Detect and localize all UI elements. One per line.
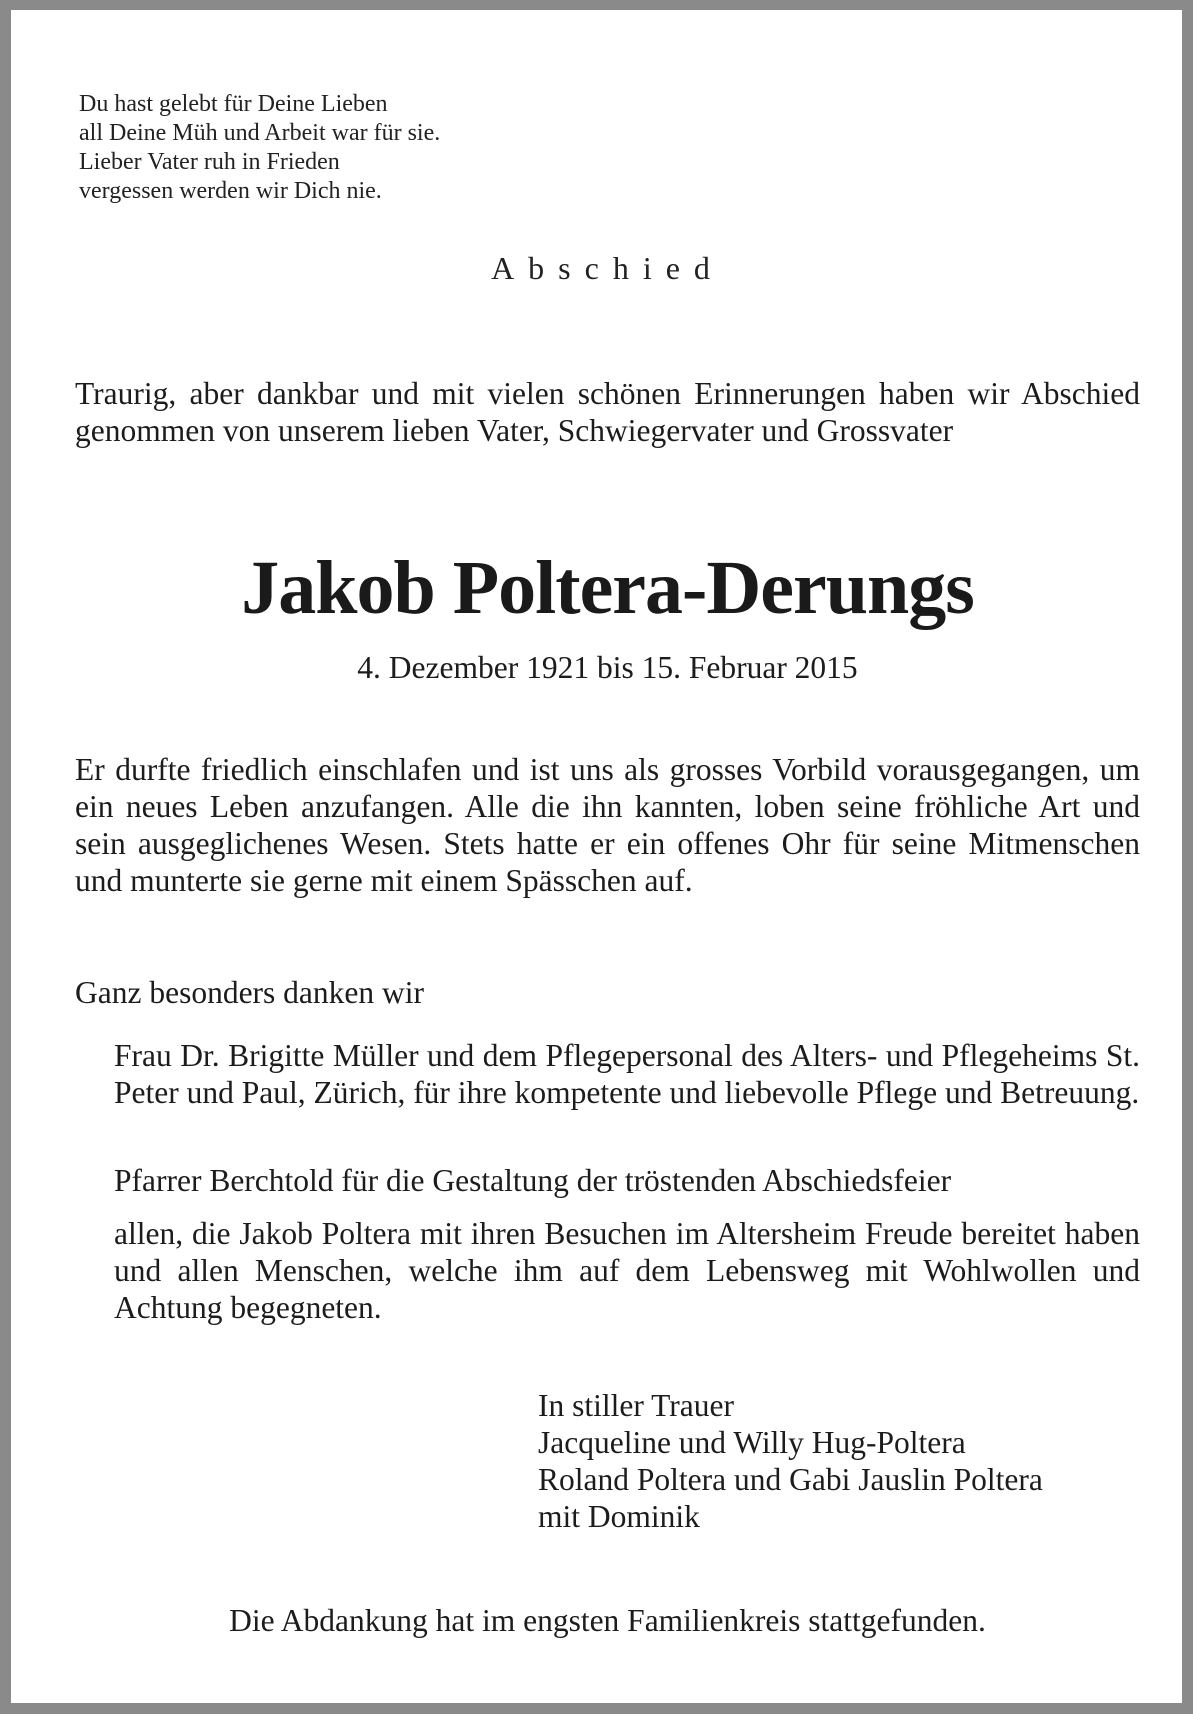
signoff-line: mit Dominik	[538, 1499, 700, 1534]
motto-line: Du hast gelebt für Deine Lieben	[79, 91, 388, 117]
motto-verse	[79, 90, 440, 206]
thanks-item: Frau Dr. Brigitte Müller und dem Pflegepersonal des Alters- und Pflegeheims St. Peter und Paul, Zürich, für ihre kompetente und liebevolle Pflege und Betreuung.	[114, 1038, 1140, 1110]
signoff-block	[538, 1387, 1043, 1535]
footer-note: Die Abdankung hat im engsten Familienkreis stattgefunden.	[229, 1603, 986, 1638]
thanks-item: Pfarrer Berchtold für die Gestaltung der tröstenden Abschiedsfeier	[114, 1163, 952, 1198]
thanks-item: allen, die Jakob Poltera mit ihren Besuchen im Altersheim Freude bereitet haben und allen Menschen, welche ihm auf dem Lebensweg mit Wohlwollen und Achtung begegneten.	[114, 1216, 1140, 1325]
heading-abschied: Abschied	[491, 250, 724, 286]
motto-line: vergessen werden wir Dich nie.	[79, 178, 382, 204]
intro-paragraph: Traurig, aber dankbar und mit vielen schönen Erinnerungen haben wir Abschied genommen von unserem lieben Vater, Schwiegervater und Grossvater	[75, 376, 1140, 448]
thanks-intro: Ganz besonders danken wir	[75, 975, 425, 1010]
motto-line: all Deine Müh und Arbeit war für sie.	[79, 120, 441, 146]
deceased-name: Jakob Poltera-Derungs	[241, 546, 974, 630]
life-dates: 4. Dezember 1921 bis 15. Februar 2015	[357, 650, 858, 685]
signoff-line: Roland Poltera und Gabi Jauslin Poltera	[538, 1462, 1043, 1497]
signoff-line: In stiller Trauer	[538, 1388, 734, 1423]
motto-line: Lieber Vater ruh in Frieden	[79, 149, 340, 175]
body-paragraph: Er durfte friedlich einschlafen und ist uns als grosses Vorbild vorausgegangen, um ein neues Leben anzufangen. Alle die ihn kannten, loben seine fröhliche Art und sein ausgeglichenes Wesen. Stets hatte er ein offenes Ohr für seine Mitmenschen und munterte sie gerne mit einem Spässchen auf.	[75, 752, 1140, 898]
signoff-line: Jacqueline und Willy Hug-Poltera	[538, 1425, 966, 1460]
